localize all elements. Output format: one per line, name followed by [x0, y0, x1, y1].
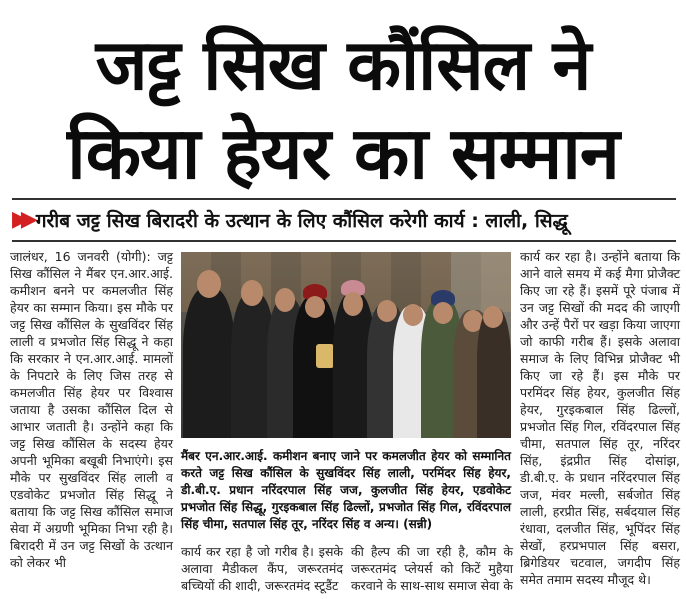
article-below-photo-1: कार्य कर रहा है जो गरीब है। इसके अलावा मैडीकल कैंप, जरूरतमंद बच्चियों की शादी, जरूरतमंद स्टूडैंट	[181, 544, 343, 593]
photo-person-head	[433, 302, 453, 324]
article-right-text: कार्य कर रहा है। उन्होंने बताया कि आने वाले समय में कई मैगा प्रोजैक्ट किए जा रहे हैं। इसमें पूरे पंजाब में उन जट्ट सिखों की मदद की जाएगी और उन्हें पैरों पर खड़ा किया जाएगा जो काफी गरीब हैं। इसके अलावा समाज के लिए विभिन्न प्रोजैक्ट भी किए जा रहे हैं। इस मौके पर परमिंदर सिंह हेयर, कुलजीत सिंह हेयर, गुरइकबाल सिंह ढिल्लों, प्रभजोत सिंह गिल, रविंदरपाल सिंह चीमा, सतपाल सिंह तूर, नरिंदर सिंह, इंद्रप्रीत सिंह दोसांझ, डी.बी.ए. के प्रधान नरिंदरपाल सिंह जज, मंवर मल्ली, सर्बजोत सिंह लाली, हरप्रीत सिंह, सर्बदयाल सिंह रंधावा, दलजीत सिंह, भूपिंदर सिंह सेखों, हरप्रभपाल सिंह बसरा, ब्रिगेडियर चटवाल, जगदीप सिंह समेत तमाम सदस्य मौजूद थे।	[520, 249, 680, 587]
photo-person	[183, 288, 235, 438]
article-right-column	[520, 248, 680, 588]
subheadline-bar	[12, 198, 676, 242]
photo-person-head	[403, 304, 423, 326]
article-below-photo-2: की हैल्प की जा रही है, कौम के जरूरतमंद प्लेयर्स को किटें मुहैया करवाने के साथ-साथ समाज सेवा के	[351, 544, 513, 593]
photo-caption: मैंबर एन.आर.आई. कमीशन बनाए जाने पर कमलजीत हेयर को सम्मानित करते जट्ट सिख कौंसिल के सुखविंदर सिंह लाली, परमिंदर सिंह हेयर, डी.बी.ए. प्रधान नरिंदरपाल सिंह जज, कुलजीत सिंह हेयर, एडवोकेट प्रभजोत सिंह सिद्धू, गुरइकबाल सिंह ढिल्लों, प्रभजोत सिंह गिल, रविंदरपाल सिंह चीमा, सतपाल सिंह तूर, नरिंदर सिंह व अन्य। (सन्नी)	[181, 449, 511, 531]
news-photo	[181, 252, 511, 438]
headline-line-1: जट्ट सिख कौंसिल ने	[95, 24, 591, 106]
headline-line-2: किया हेयर का सम्मान	[67, 111, 619, 195]
subheadline-text: गरीब जट्ट सिख बिरादरी के उत्थान के लिए कौंसिल करेगी कार्य : लाली, सिद्धू	[35, 210, 568, 232]
article-left-text: जालंधर, 16 जनवरी (योगी): जट्ट सिख कौंसिल ने मैंबर एन.आर.आई. कमीशन बनने पर कमलजीत सिंह हेयर का सम्मान किया। इस मौके पर जट्ट सिख कौंसिल के सुखविंदर सिंह लाली व प्रभजोत सिंह सिद्धू ने कहा कि सरकार ने एन.आर.आई. मामलों के निपटारे के लिए जिस तरह से कमलजीत सिंह हेयर पर विश्वास जताया है उसका कौंसिल दिल से आभार जताती है। उन्होंने कहा कि जट्ट सिख कौंसिल के सदस्य हेयर अपनी भूमिका बखूबी निभाएंगे। इस मौके पर सुखविंदर सिंह लाली व एडवोकेट प्रभजोत सिंह सिद्धू ने बताया कि जट्ट सिख कौंसिल समाज सेवा में अग्रणी भूमिका निभा रही है। बिरादरी में उन जट्ट सिखों के उत्थान को लेकर भी	[10, 249, 173, 570]
photo-person-head	[241, 280, 263, 306]
photo-person-head	[483, 306, 503, 328]
photo-person-head	[197, 270, 221, 298]
award-plaque	[316, 344, 334, 368]
photo-person-head	[275, 288, 295, 312]
photo-person-head	[377, 300, 397, 322]
article-left-column	[10, 248, 173, 571]
photo-person-head	[305, 296, 325, 318]
double-arrow-icon: ▶▶	[12, 207, 30, 232]
photo-person-head	[343, 292, 363, 316]
